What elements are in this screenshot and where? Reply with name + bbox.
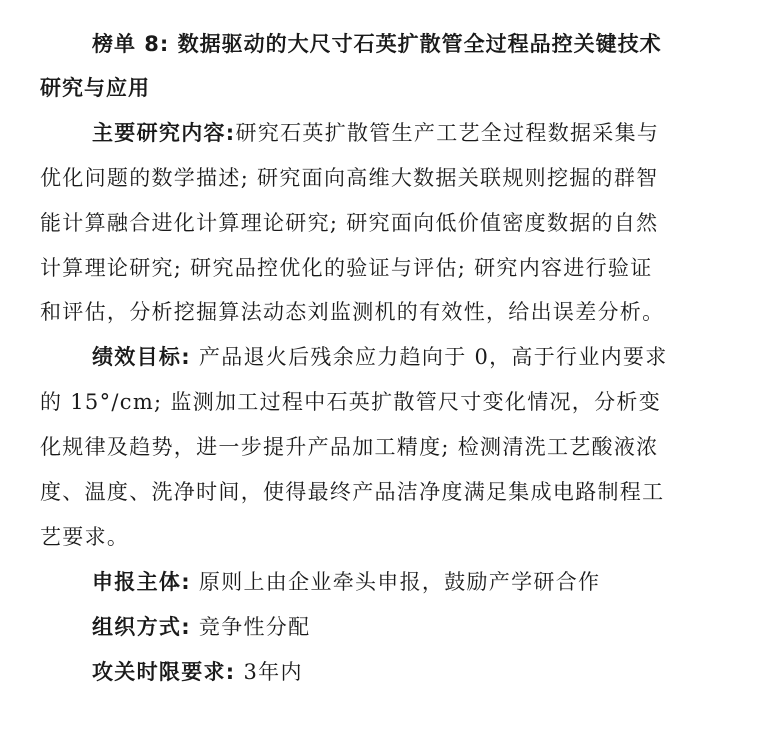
research-line: 能计算融合进化计算理论研究; 研究面向低价值密度数据的自然: [40, 211, 659, 235]
document-title-line1: 榜单 8: 数据驱动的大尺寸石英扩散管全过程品控关键技术: [92, 32, 662, 56]
research-label: 主要研究内容:: [92, 121, 236, 145]
research-line: 计算理论研究; 研究品控优化的验证与评估; 研究内容进行验证: [40, 256, 653, 280]
research-line: 优化问题的数学描述; 研究面向高维大数据关联规则挖掘的群智: [40, 166, 659, 190]
research-text: 研究石英扩散管生产工艺全过程数据采集与: [235, 121, 660, 145]
goals-line: 度、温度、洗净时间，使得最终产品洁净度满足集成电路制程工: [40, 480, 665, 504]
applicant-value: 原则上由企业牵头申报，鼓励产学研合作: [198, 570, 601, 594]
goals-line: 的 15°/cm; 监测加工过程中石英扩散管尺寸变化情况，分析变: [40, 390, 661, 414]
applicant-line: [92, 572, 600, 593]
goals-first-line: [92, 347, 668, 368]
goals-label: 绩效目标:: [92, 345, 191, 369]
research-first-line: [92, 123, 659, 144]
deadline-value: 3年内: [243, 660, 303, 684]
organization-value: 竞争性分配: [198, 615, 311, 639]
organization-label: 组织方式:: [92, 615, 191, 639]
research-line: 和评估，分析挖掘算法动态刘监测机的有效性，给出误差分析。: [40, 300, 665, 324]
deadline-label: 攻关时限要求:: [92, 660, 236, 684]
applicant-label: 申报主体:: [92, 570, 191, 594]
deadline-line: [92, 662, 303, 683]
document-title-line2: 研究与应用: [40, 76, 150, 100]
goals-line: 艺要求。: [40, 525, 130, 549]
goals-text: 产品退火后残余应力趋向于 0，高于行业内要求: [198, 345, 668, 369]
goals-line: 化规律及趋势，进一步提升产品加工精度; 检测清洗工艺酸液浓: [40, 435, 659, 459]
organization-line: [92, 617, 310, 638]
